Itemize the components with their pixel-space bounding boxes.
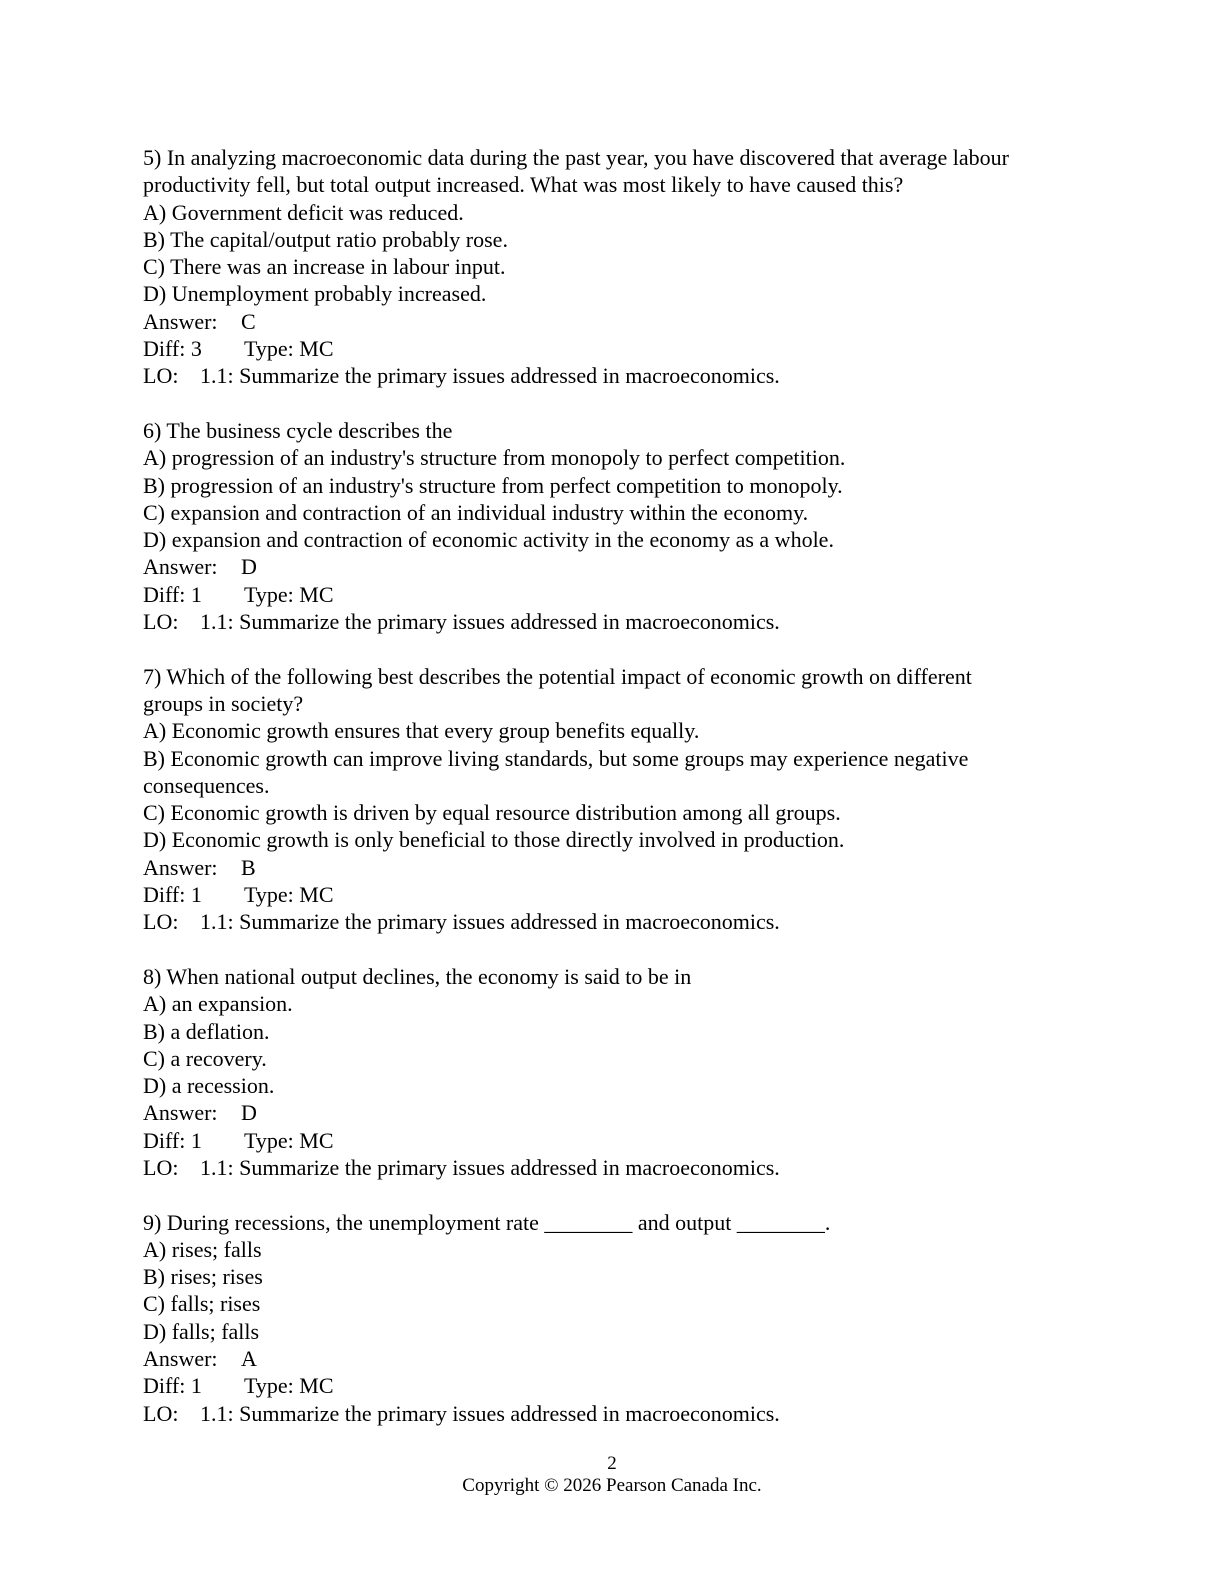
option-d: D) Unemployment probably increased. <box>143 281 487 307</box>
answer-label: Answer: <box>143 308 218 334</box>
spacer <box>143 635 1083 662</box>
spacer <box>143 1181 1083 1208</box>
difficulty: Diff: 1 <box>143 581 202 607</box>
question-stem: productivity fell, but total output increased. What was most likely to have caused this? <box>143 172 904 198</box>
question-type: Type: MC <box>244 336 334 362</box>
option-a: A) progression of an industry's structure from monopoly to perfect competition. <box>143 445 846 471</box>
answer-line <box>143 1345 1083 1372</box>
diff-line <box>143 1372 1083 1399</box>
difficulty: Diff: 3 <box>143 336 202 362</box>
option-d: D) expansion and contraction of economic activity in the economy as a whole. <box>143 527 834 553</box>
question-6 <box>143 417 1083 635</box>
answer-value: C <box>241 308 256 334</box>
option-c: C) expansion and contraction of an individual industry within the economy. <box>143 499 809 525</box>
lo-line <box>143 1154 1083 1181</box>
question-stem: 5) In analyzing macroeconomic data during the past year, you have discovered that average labour <box>143 145 1009 170</box>
diff-line <box>143 335 1083 362</box>
spacer <box>143 390 1083 417</box>
option-d: D) a recession. <box>143 1073 275 1099</box>
answer-line <box>143 854 1083 881</box>
option-d: D) Economic growth is only beneficial to those directly involved in production. <box>143 827 845 853</box>
learning-objective: 1.1: Summarize the primary issues addressed in macroeconomics. <box>200 609 780 635</box>
lo-label: LO: <box>143 1400 179 1426</box>
learning-objective: 1.1: Summarize the primary issues addressed in macroeconomics. <box>200 909 780 935</box>
option-c: C) a recovery. <box>143 1045 267 1071</box>
question-stem: 7) Which of the following best describes the potential impact of economic growth on different <box>143 663 972 689</box>
question-stem: groups in society? <box>143 690 304 716</box>
option-b: B) a deflation. <box>143 1018 270 1044</box>
answer-line <box>143 308 1083 335</box>
question-8 <box>143 963 1083 1181</box>
answer-label: Answer: <box>143 554 218 580</box>
lo-line <box>143 908 1083 935</box>
learning-objective: 1.1: Summarize the primary issues addressed in macroeconomics. <box>200 1154 780 1180</box>
diff-line <box>143 1127 1083 1154</box>
question-9 <box>143 1209 1083 1427</box>
answer-label: Answer: <box>143 1100 218 1126</box>
answer-value: D <box>241 554 257 580</box>
option-a: A) Economic growth ensures that every group benefits equally. <box>143 718 700 744</box>
option-c: C) falls; rises <box>143 1291 261 1317</box>
question-stem: 8) When national output declines, the economy is said to be in <box>143 963 692 989</box>
test-bank-page <box>143 144 1083 1427</box>
difficulty: Diff: 1 <box>143 882 202 908</box>
lo-label: LO: <box>143 909 179 935</box>
answer-line <box>143 553 1083 580</box>
answer-line <box>143 1099 1083 1126</box>
option-a: A) rises; falls <box>143 1236 262 1262</box>
lo-line <box>143 1400 1083 1427</box>
lo-label: LO: <box>143 1154 179 1180</box>
option-d: D) falls; falls <box>143 1318 260 1344</box>
lo-label: LO: <box>143 363 179 389</box>
answer-label: Answer: <box>143 1346 218 1372</box>
diff-line <box>143 881 1083 908</box>
spacer <box>143 936 1083 963</box>
answer-value: D <box>241 1100 257 1126</box>
diff-line <box>143 581 1083 608</box>
option-c: C) There was an increase in labour input. <box>143 254 506 280</box>
question-stem: 6) The business cycle describes the <box>143 417 453 443</box>
option-a: A) an expansion. <box>143 991 293 1017</box>
question-type: Type: MC <box>244 581 334 607</box>
page-number: 2 <box>607 1453 617 1474</box>
lo-label: LO: <box>143 609 179 635</box>
answer-value: B <box>241 854 256 880</box>
difficulty: Diff: 1 <box>143 1127 202 1153</box>
option-b-continued: consequences. <box>143 772 270 798</box>
question-5 <box>143 144 1083 390</box>
option-a: A) Government deficit was reduced. <box>143 199 464 225</box>
question-7 <box>143 663 1083 936</box>
question-type: Type: MC <box>244 1127 334 1153</box>
option-b: B) rises; rises <box>143 1264 263 1290</box>
option-b: B) progression of an industry's structure from perfect competition to monopoly. <box>143 472 843 498</box>
option-b: B) The capital/output ratio probably rose. <box>143 226 508 252</box>
difficulty: Diff: 1 <box>143 1373 202 1399</box>
answer-value: A <box>241 1346 257 1372</box>
answer-label: Answer: <box>143 854 218 880</box>
lo-line <box>143 608 1083 635</box>
copyright-notice: Copyright © 2026 Pearson Canada Inc. <box>462 1475 762 1496</box>
question-type: Type: MC <box>244 1373 334 1399</box>
question-stem: 9) During recessions, the unemployment rate ________ and output ________. <box>143 1209 831 1235</box>
option-b: B) Economic growth can improve living standards, but some groups may experience negative <box>143 745 969 771</box>
question-type: Type: MC <box>244 882 334 908</box>
lo-line <box>143 362 1083 389</box>
learning-objective: 1.1: Summarize the primary issues addressed in macroeconomics. <box>200 363 780 389</box>
learning-objective: 1.1: Summarize the primary issues addressed in macroeconomics. <box>200 1400 780 1426</box>
option-c: C) Economic growth is driven by equal resource distribution among all groups. <box>143 800 841 826</box>
